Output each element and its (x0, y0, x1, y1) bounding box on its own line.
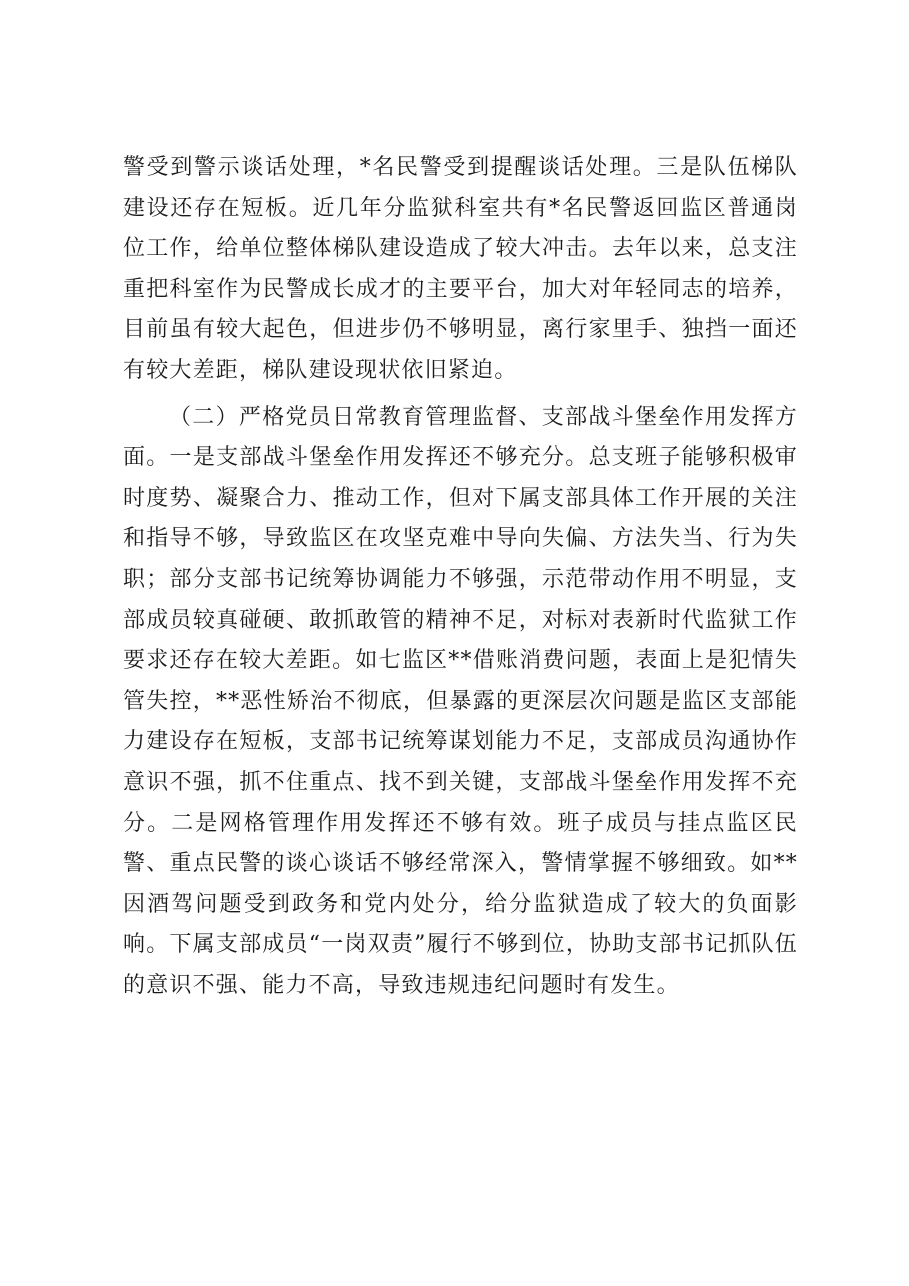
paragraph-section-two: （二）严格党员日常教育管理监督、支部战斗堡垒作用发挥方面。一是支部战斗堡垒作用发挥还不够充分。总支班子能够积极审时度势、凝聚合力、推动工作，但对下属支部具体工作开展的关注和指导不够，导致监区在攻坚克难中导向失偏、方法失当、行为失职；部分支部书记统筹协调能力不够强，示范带动作用不明显，支部成员较真碰硬、敢抓敢管的精神不足，对标对表新时代监狱工作要求还存在较大差距。如七监区**借账消费问题，表面上是犯情失管失控，**恶性矫治不彻底，但暴露的更深层次问题是监区支部能力建设存在短板，支部书记统筹谋划能力不足，支部成员沟通协作意识不强，抓不住重点、找不到关键，支部战斗堡垒作用发挥不充分。二是网格管理作用发挥还不够有效。班子成员与挂点监区民警、重点民警的谈心谈话不够经常深入，警情掌握不够细致。如**因酒驾问题受到政务和党内处分，给分监狱造成了较大的负面影响。下属支部成员“一岗双责”履行不够到位，协助支部书记抓队伍的意识不强、能力不高，导致违规违纪问题时有发生。 (123, 404, 798, 998)
document-body (123, 148, 798, 1006)
paragraph-continuation: 警受到警示谈话处理，*名民警受到提醒谈话处理。三是队伍梯队建设还存在短板。近几年分监狱科室共有*名民警返回监区普通岗位工作，给单位整体梯队建设造成了较大冲击。去年以来，总支注重把科室作为民警成长成才的主要平台，加大对年轻同志的培养，目前虽有较大起色，但进步仍不够明显，离行家里手、独挡一面还有较大差距，梯队建设现状依旧紧迫。 (123, 155, 798, 383)
